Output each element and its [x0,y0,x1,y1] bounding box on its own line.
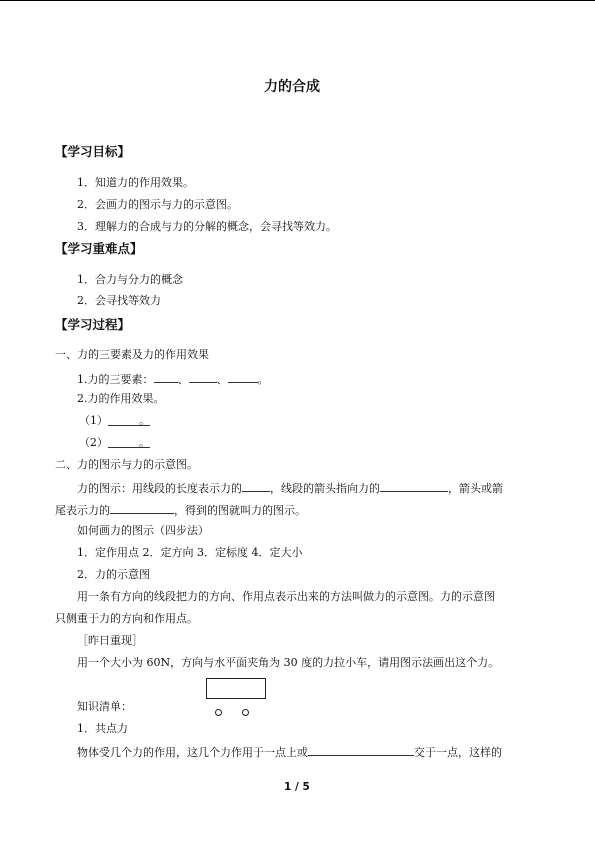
cart-wheel [215,709,222,716]
review-question: 用一个大小为 60N，方向与水平面夹角为 30 度的力拉小车，请用图示法画出这个力。 [77,656,500,669]
fill-blank[interactable] [380,480,448,492]
sketch-definition-1: 用一条有方向的线段把力的方向、作用点表示出来的方法叫做力的示意图。力的示意图 [77,590,495,603]
concurrent-force-definition: 物体受几个力的作用，这几个力作用于一点上或 交于一点，这样的 [77,746,502,759]
fill-blank[interactable] [242,480,270,492]
effect-line-2: （2） 。 [79,436,150,449]
key-point-item: 2．会寻找等效力 [77,294,161,307]
fill-blank[interactable]: 。 [108,436,150,448]
goal-item: 3．理解力的合成与力的分解的概念，会寻找等效力。 [77,220,337,233]
effect-line-1: （1） 。 [79,414,150,427]
sketch-title: 2．力的示意图 [77,568,150,581]
goal-item: 2．会画力的图示与力的示意图。 [77,198,238,211]
how-to-draw: 如何画力的图示（四步法） [77,524,209,537]
fill-blank[interactable] [189,371,217,383]
review-label: ［昨日重现］ [77,634,143,647]
goal-item: 1．知道力的作用效果。 [77,176,194,189]
part1-title: 一、力的三要素及力的作用效果 [55,348,209,361]
fill-blank[interactable] [154,371,178,383]
effect-label: 2.力的作用效果。 [77,392,165,405]
three-elements-label: 1.力的三要素： [77,373,154,386]
four-steps: 1．定作用点 2．定方向 3．定标度 4．定大小 [77,546,303,559]
fill-blank[interactable] [228,371,258,383]
key-point-item: 1．合力与分力的概念 [77,273,183,286]
cart-wheel [242,709,249,716]
fill-blank[interactable]: 。 [108,414,150,426]
section-key-points-heading: 【学习重难点】 [55,241,143,256]
three-elements-line: 1.力的三要素： 、 、 。 [77,373,269,386]
sketch-definition-2: 只侧重于力的方向和作用点。 [55,612,198,625]
page-title: 力的合成 [264,79,320,95]
knowledge-list-label: 知识清单： [77,700,132,713]
cart-body [206,678,266,699]
fill-blank[interactable] [308,744,414,756]
fill-blank[interactable] [110,502,174,514]
section-goals-heading: 【学习目标】 [55,144,131,159]
section-process-heading: 【学习过程】 [55,317,131,332]
force-diagram-definition-line1: 力的图示：用线段的长度表示力的 ，线段的箭头指向力的 ，箭头或箭 [77,482,503,495]
concurrent-force-title: 1．共点力 [77,722,128,735]
part2-title: 二、力的图示与力的示意图。 [55,458,198,471]
page-number: 1 / 5 [284,781,310,793]
force-diagram-definition-line2: 尾表示力的 ，得到的图就叫力的图示。 [55,504,306,517]
top-rule [0,0,595,1]
